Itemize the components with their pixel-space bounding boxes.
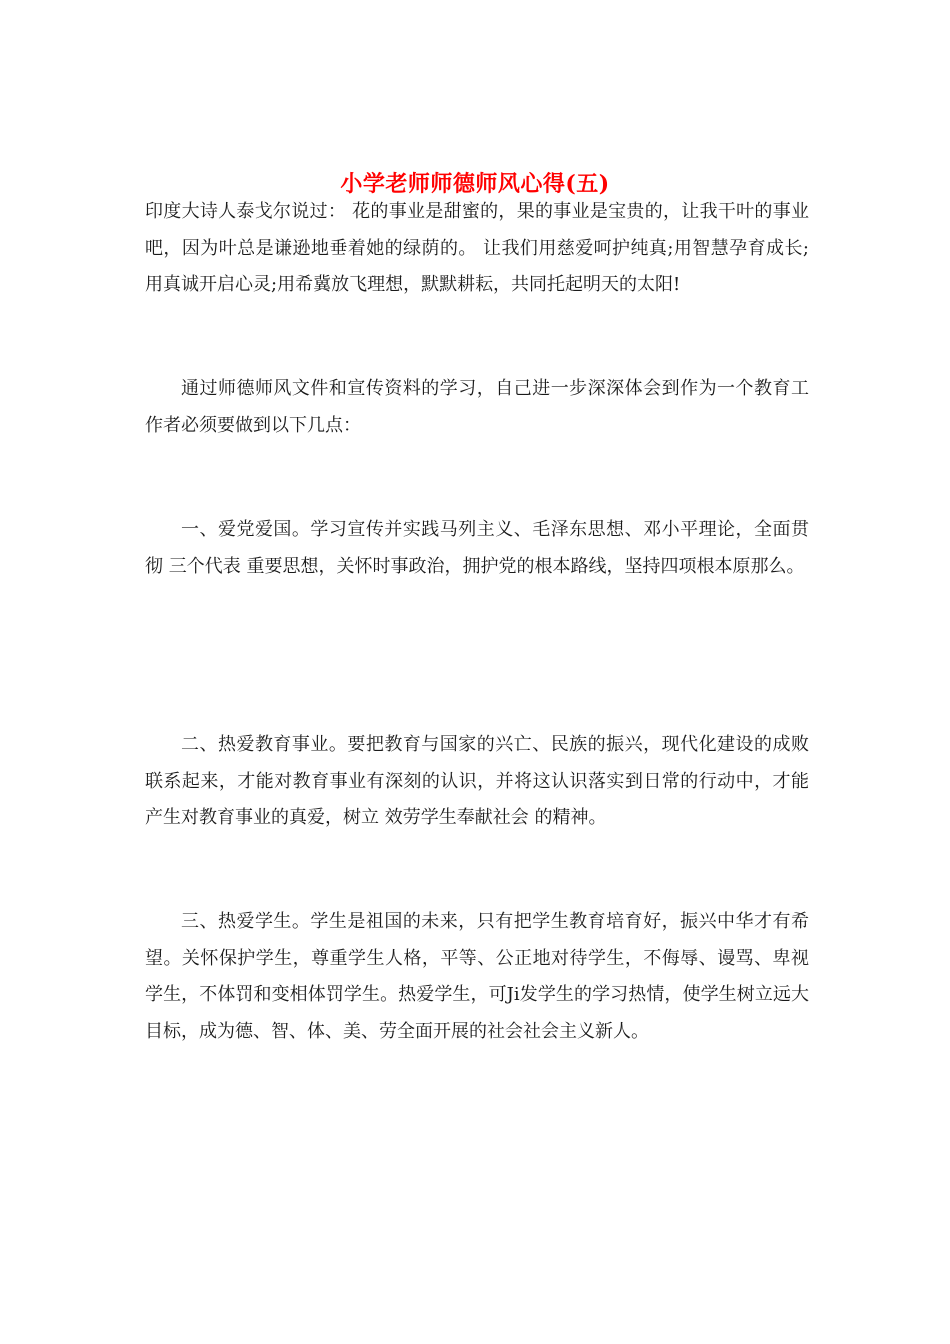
paragraph-point-one: 一、爱党爱国。学习宣传并实践马列主义、毛泽东思想、邓小平理论，全面贯彻 三个代表 重要思想，关怀时事政治，拥护党的根本路线，坚持四项根本原那么。 [145,519,809,577]
paragraph-intro: 印度大诗人泰戈尔说过： 花的事业是甜蜜的，果的事业是宝贵的，让我干叶的事业吧，因为叶总是谦逊地垂着她的绿荫的。 让我们用慈爱呵护纯真;用智慧孕育成长;用真诚开启心灵;用希冀放飞理想，默默耕耘，共同托起明天的太阳! [145,201,809,295]
paragraph-point-two: 二、热爱教育事业。要把教育与国家的兴亡、民族的振兴，现代化建设的成败联系起来，才能对教育事业有深刻的认识，并将这认识落实到日常的行动中，才能产生对教育事业的真爱，树立 效劳学生奉献社会 的精神。 [145,734,809,828]
paragraph-study: 通过师德师风文件和宣传资料的学习，自己进一步深深体会到作为一个教育工作者必须要做到以下几点： [145,378,809,436]
paragraph-point-three: 三、热爱学生。学生是祖国的未来，只有把学生教育培育好，振兴中华才有希望。关怀保护学生，尊重学生人格，平等、公正地对待学生，不侮辱、谩骂、卑视学生，不体罚和变相体罚学生。热爱学生，可Ji发学生的学习热情，使学生树立远大目标，成为德、智、体、美、劳全面开展的社会社会主义新人。 [145,911,809,1042]
document-title: 小学老师师德师风心得(五) [340,170,610,197]
